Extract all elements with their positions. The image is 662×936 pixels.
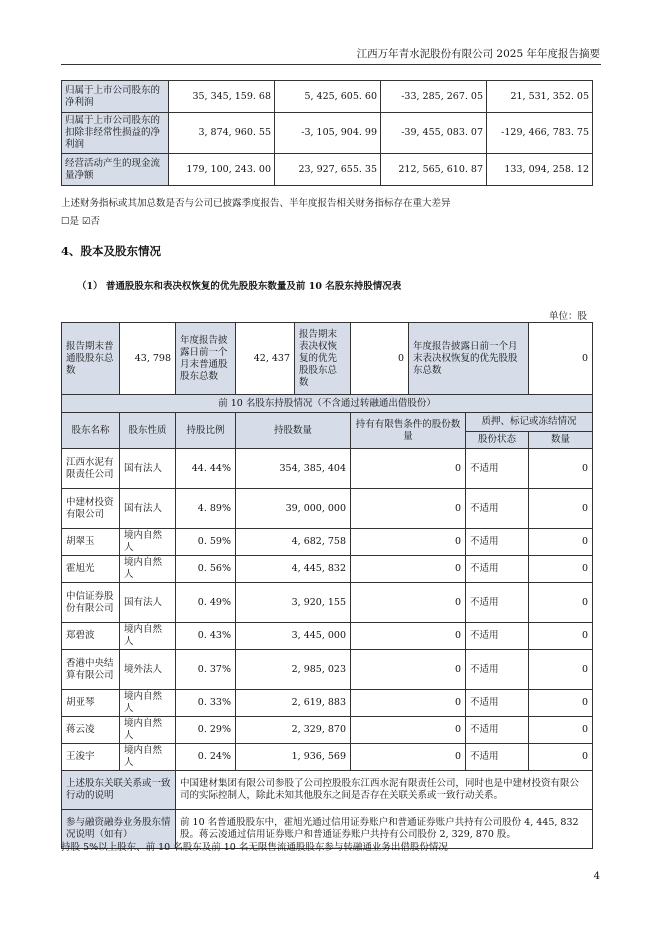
shareholder-quantity: 1, 936, 569 xyxy=(236,744,351,771)
shareholder-ratio: 0. 24% xyxy=(176,744,236,771)
financial-row-label: 归属于上市公司股东的净利润 xyxy=(62,81,169,113)
shareholder-pledge-status: 不适用 xyxy=(466,449,529,489)
shareholder-name: 霍旭光 xyxy=(62,556,120,583)
shareholder-nature: 国有法人 xyxy=(120,489,176,529)
financial-value: 212, 565, 610. 87 xyxy=(381,154,487,186)
shareholder-name: 胡翠玉 xyxy=(62,529,120,556)
shareholder-row xyxy=(62,650,593,690)
shareholder-restricted: 0 xyxy=(351,744,466,771)
shareholder-pledge-count: 0 xyxy=(529,556,593,583)
shareholder-nature: 国有法人 xyxy=(120,449,176,489)
page-header: 江西万年青水泥股份有限公司 2025 年年度报告摘要 xyxy=(356,48,600,60)
financial-table xyxy=(61,80,593,186)
page-number: 4 xyxy=(593,871,600,882)
col-header-nature: 股东性质 xyxy=(120,413,176,449)
shareholder-row xyxy=(62,717,593,744)
financial-value: 23, 927, 655. 35 xyxy=(275,154,381,186)
section-heading: 4、股本及股东情况 xyxy=(61,244,162,258)
shareholder-quantity: 2, 985, 023 xyxy=(236,650,351,690)
financial-value: 5, 425, 605. 60 xyxy=(275,81,381,113)
shareholder-pledge-status: 不适用 xyxy=(466,556,529,583)
shareholder-name: 中信证券股份有限公司 xyxy=(62,583,120,623)
shareholder-nature: 境内自然人 xyxy=(120,529,176,556)
difference-checkbox: ☐是 ☑否 xyxy=(61,216,101,227)
shareholder-ratio: 0. 59% xyxy=(176,529,236,556)
shareholder-quantity: 3, 445, 000 xyxy=(236,623,351,650)
shareholder-pledge-count: 0 xyxy=(529,717,593,744)
shareholder-ratio: 44. 44% xyxy=(176,449,236,489)
summary-label-3: 报告期末表决权恢复的优先股股东总数 xyxy=(295,323,351,395)
col-header-pledge-group: 质押、标记或冻结情况 xyxy=(466,413,593,432)
subsection-heading: （1） 普通股股东和表决权恢复的优先股股东数量及前 10 名股东持股情况表 xyxy=(77,281,402,292)
shareholder-name: 郑碧波 xyxy=(62,623,120,650)
shareholder-quantity: 354, 385, 404 xyxy=(236,449,351,489)
relation-label: 上述股东关联关系或一致行动的说明 xyxy=(62,771,176,810)
shareholder-row xyxy=(62,690,593,717)
summary-label-2: 年度报告披露日前一个月末普通股股东总数 xyxy=(176,323,236,395)
shareholder-nature: 境内自然人 xyxy=(120,744,176,771)
financial-value: -33, 285, 267. 05 xyxy=(381,81,487,113)
summary-label-1: 报告期末普通股股东总数 xyxy=(62,323,120,395)
shareholder-restricted: 0 xyxy=(351,650,466,690)
shareholder-row xyxy=(62,623,593,650)
shareholder-nature: 国有法人 xyxy=(120,583,176,623)
shareholder-row xyxy=(62,744,593,771)
shareholder-restricted: 0 xyxy=(351,717,466,744)
shareholder-nature: 境内自然人 xyxy=(120,690,176,717)
shareholder-restricted: 0 xyxy=(351,489,466,529)
financial-row xyxy=(62,154,593,186)
securities-lending-note: 持股 5%以上股东、前 10 名股东及前 10 名无限售流通股股东参与转融通业务出借股份情况 xyxy=(61,842,448,853)
shareholder-pledge-count: 0 xyxy=(529,529,593,556)
summary-value-3: 0 xyxy=(351,323,409,395)
shareholder-pledge-count: 0 xyxy=(529,489,593,529)
shareholder-ratio: 0. 33% xyxy=(176,690,236,717)
financial-note: 上述财务指标或其加总数是否与公司已披露季度报告、半年度报告相关财务指标存在重大差异 xyxy=(61,198,451,209)
header-rule xyxy=(61,64,601,65)
top10-title: 前 10 名股东持股情况（不含通过转融通出借股份） xyxy=(62,395,593,413)
shareholder-pledge-status: 不适用 xyxy=(466,690,529,717)
shareholder-name: 蒋云凌 xyxy=(62,717,120,744)
shareholder-pledge-count: 0 xyxy=(529,623,593,650)
shareholder-name: 王浚宇 xyxy=(62,744,120,771)
financial-row-label: 归属于上市公司股东的扣除非经常性损益的净利润 xyxy=(62,113,169,154)
shareholder-quantity: 4, 682, 758 xyxy=(236,529,351,556)
shareholder-pledge-count: 0 xyxy=(529,583,593,623)
shareholder-nature: 境内自然人 xyxy=(120,717,176,744)
shareholder-name: 中建材投资有限公司 xyxy=(62,489,120,529)
shareholder-row xyxy=(62,449,593,489)
financial-row-label: 经营活动产生的现金流量净额 xyxy=(62,154,169,186)
shareholder-ratio: 0. 29% xyxy=(176,717,236,744)
financial-value: 3, 874, 960. 55 xyxy=(169,113,275,154)
shareholder-restricted: 0 xyxy=(351,623,466,650)
shareholder-row xyxy=(62,583,593,623)
shareholder-pledge-status: 不适用 xyxy=(466,744,529,771)
col-header-count: 数量 xyxy=(529,432,593,449)
financial-row xyxy=(62,113,593,154)
col-header-restricted: 持有有限售条件的股份数量 xyxy=(351,413,466,449)
col-header-quantity: 持股数量 xyxy=(236,413,351,449)
financial-value: 35, 345, 159. 68 xyxy=(169,81,275,113)
shareholder-restricted: 0 xyxy=(351,583,466,623)
shareholder-row xyxy=(62,556,593,583)
margin-trading-label: 参与融资融券业务股东情况说明（如有） xyxy=(62,810,176,849)
shareholder-name: 香港中央结算有限公司 xyxy=(62,650,120,690)
margin-trading-text: 前 10 名普通股股东中，霍旭光通过信用证券账户和普通证券账户共持有公司股份 4, 445, 832 股。蒋云凌通过信用证券账户和普通证券账户共持有公司股份 2, 329, 870 股。 xyxy=(176,810,593,849)
shareholder-quantity: 39, 000, 000 xyxy=(236,489,351,529)
col-header-ratio: 持股比例 xyxy=(176,413,236,449)
unit-label: 单位：股 xyxy=(548,311,587,322)
shareholder-ratio: 0. 37% xyxy=(176,650,236,690)
shareholder-nature: 境外法人 xyxy=(120,650,176,690)
col-header-name: 股东名称 xyxy=(62,413,120,449)
summary-value-1: 43, 798 xyxy=(120,323,176,395)
shareholder-nature: 境内自然人 xyxy=(120,623,176,650)
shareholder-ratio: 4. 89% xyxy=(176,489,236,529)
shareholder-ratio: 0. 49% xyxy=(176,583,236,623)
shareholder-name: 江西水泥有限责任公司 xyxy=(62,449,120,489)
financial-row xyxy=(62,81,593,113)
shareholder-pledge-status: 不适用 xyxy=(466,650,529,690)
shareholder-pledge-count: 0 xyxy=(529,690,593,717)
shareholder-restricted: 0 xyxy=(351,449,466,489)
shareholder-restricted: 0 xyxy=(351,529,466,556)
shareholder-quantity: 3, 920, 155 xyxy=(236,583,351,623)
shareholder-quantity: 4, 445, 832 xyxy=(236,556,351,583)
summary-value-2: 42, 437 xyxy=(236,323,295,395)
relation-text: 中国建材集团有限公司参股了公司控股股东江西水泥有限责任公司，同时也是中建材投资有限公司的实际控制人，除此未知其他股东之间是否存在关联关系或一致行动关系。 xyxy=(176,771,593,810)
financial-value: 179, 100, 243. 00 xyxy=(169,154,275,186)
shareholder-pledge-status: 不适用 xyxy=(466,529,529,556)
shareholder-pledge-status: 不适用 xyxy=(466,489,529,529)
shareholder-pledge-status: 不适用 xyxy=(466,623,529,650)
financial-value: 21, 531, 352. 05 xyxy=(487,81,593,113)
shareholder-row xyxy=(62,489,593,529)
shareholder-name: 胡亚琴 xyxy=(62,690,120,717)
shareholder-ratio: 0. 56% xyxy=(176,556,236,583)
shareholder-pledge-count: 0 xyxy=(529,650,593,690)
shareholder-restricted: 0 xyxy=(351,556,466,583)
shareholder-pledge-count: 0 xyxy=(529,449,593,489)
col-header-status: 股份状态 xyxy=(466,432,529,449)
financial-value: 133, 094, 258. 12 xyxy=(487,154,593,186)
shareholder-pledge-status: 不适用 xyxy=(466,717,529,744)
summary-label-4: 年度报告披露日前一个月末表决权恢复的优先股股东总数 xyxy=(409,323,529,395)
shareholder-pledge-status: 不适用 xyxy=(466,583,529,623)
shareholder-restricted: 0 xyxy=(351,690,466,717)
financial-value: -39, 455, 083. 07 xyxy=(381,113,487,154)
financial-value: -3, 105, 904. 99 xyxy=(275,113,381,154)
shareholder-ratio: 0. 43% xyxy=(176,623,236,650)
financial-value: -129, 466, 783. 75 xyxy=(487,113,593,154)
shareholder-nature: 境内自然人 xyxy=(120,556,176,583)
shareholder-row xyxy=(62,529,593,556)
shareholder-quantity: 2, 329, 870 xyxy=(236,717,351,744)
shareholder-pledge-count: 0 xyxy=(529,744,593,771)
shareholder-quantity: 2, 619, 883 xyxy=(236,690,351,717)
shareholder-table xyxy=(61,322,593,849)
summary-value-4: 0 xyxy=(529,323,593,395)
